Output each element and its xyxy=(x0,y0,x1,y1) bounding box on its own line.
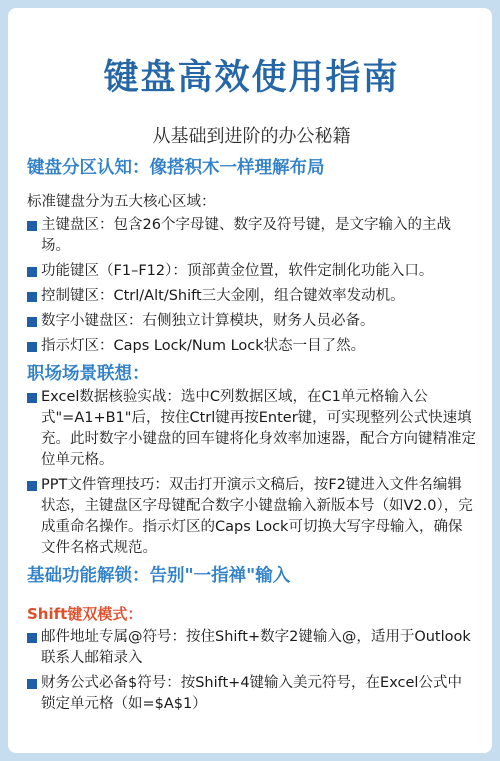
page-subtitle: 从基础到进阶的办公秘籍 xyxy=(152,126,351,147)
section-heading-basic-functions: 基础功能解锁：告别"一指禅"输入 xyxy=(27,566,291,586)
list-item: 控制键区：Ctrl/Alt/Shift三大金刚，组合键效率发动机。 xyxy=(27,286,476,307)
section-intro: 标准键盘分为五大核心区域： xyxy=(27,194,216,210)
section-heading-keyboard-zones: 键盘分区认知：像搭积木一样理解布局 xyxy=(27,158,325,178)
list-item: 邮件地址专属@符号：按住Shift+数字2键输入@，适用于Outlook联系人邮箱录入 xyxy=(27,627,476,669)
list-item: Excel数据核验实战：选中C列数据区域，在C1单元格输入公式"=A1+B1"后，按住Ctrl键再按Enter键，可实现整列公式快速填充。此时数字小键盘的回车键将化身效率加速器，配合方向键精准定位单元格。 xyxy=(27,387,476,471)
keyboard-zones-list xyxy=(27,215,476,357)
section-heading-workplace: 职场场景联想： xyxy=(27,364,150,384)
list-item: 主键盘区：包含26个字母键、数字及符号键，是文字输入的主战场。 xyxy=(27,215,476,257)
page-title: 键盘高效使用指南 xyxy=(103,58,400,98)
list-item: 指示灯区：Caps Lock/Num Lock状态一目了然。 xyxy=(27,336,476,357)
guide-card xyxy=(8,8,492,753)
workplace-list xyxy=(27,387,476,559)
shift-mode-heading: Shift键双模式： xyxy=(27,605,143,623)
list-item: 数字小键盘区：右侧独立计算模块，财务人员必备。 xyxy=(27,311,476,332)
list-item: PPT文件管理技巧：双击打开演示文稿后，按F2键进入文件名编辑状态，主键盘区字母键配合数字小键盘输入新版本号（如V2.0），完成重命名操作。指示灯区的Caps Lock可切换大写字母输入，确保文件名格式规范。 xyxy=(27,475,476,559)
list-item: 功能键区（F1–F12）：顶部黄金位置，软件定制化功能入口。 xyxy=(27,261,476,282)
list-item: 财务公式必备$符号：按Shift+4键输入美元符号，在Excel公式中锁定单元格（如=$A$1） xyxy=(27,673,476,715)
shift-mode-list xyxy=(27,627,476,715)
